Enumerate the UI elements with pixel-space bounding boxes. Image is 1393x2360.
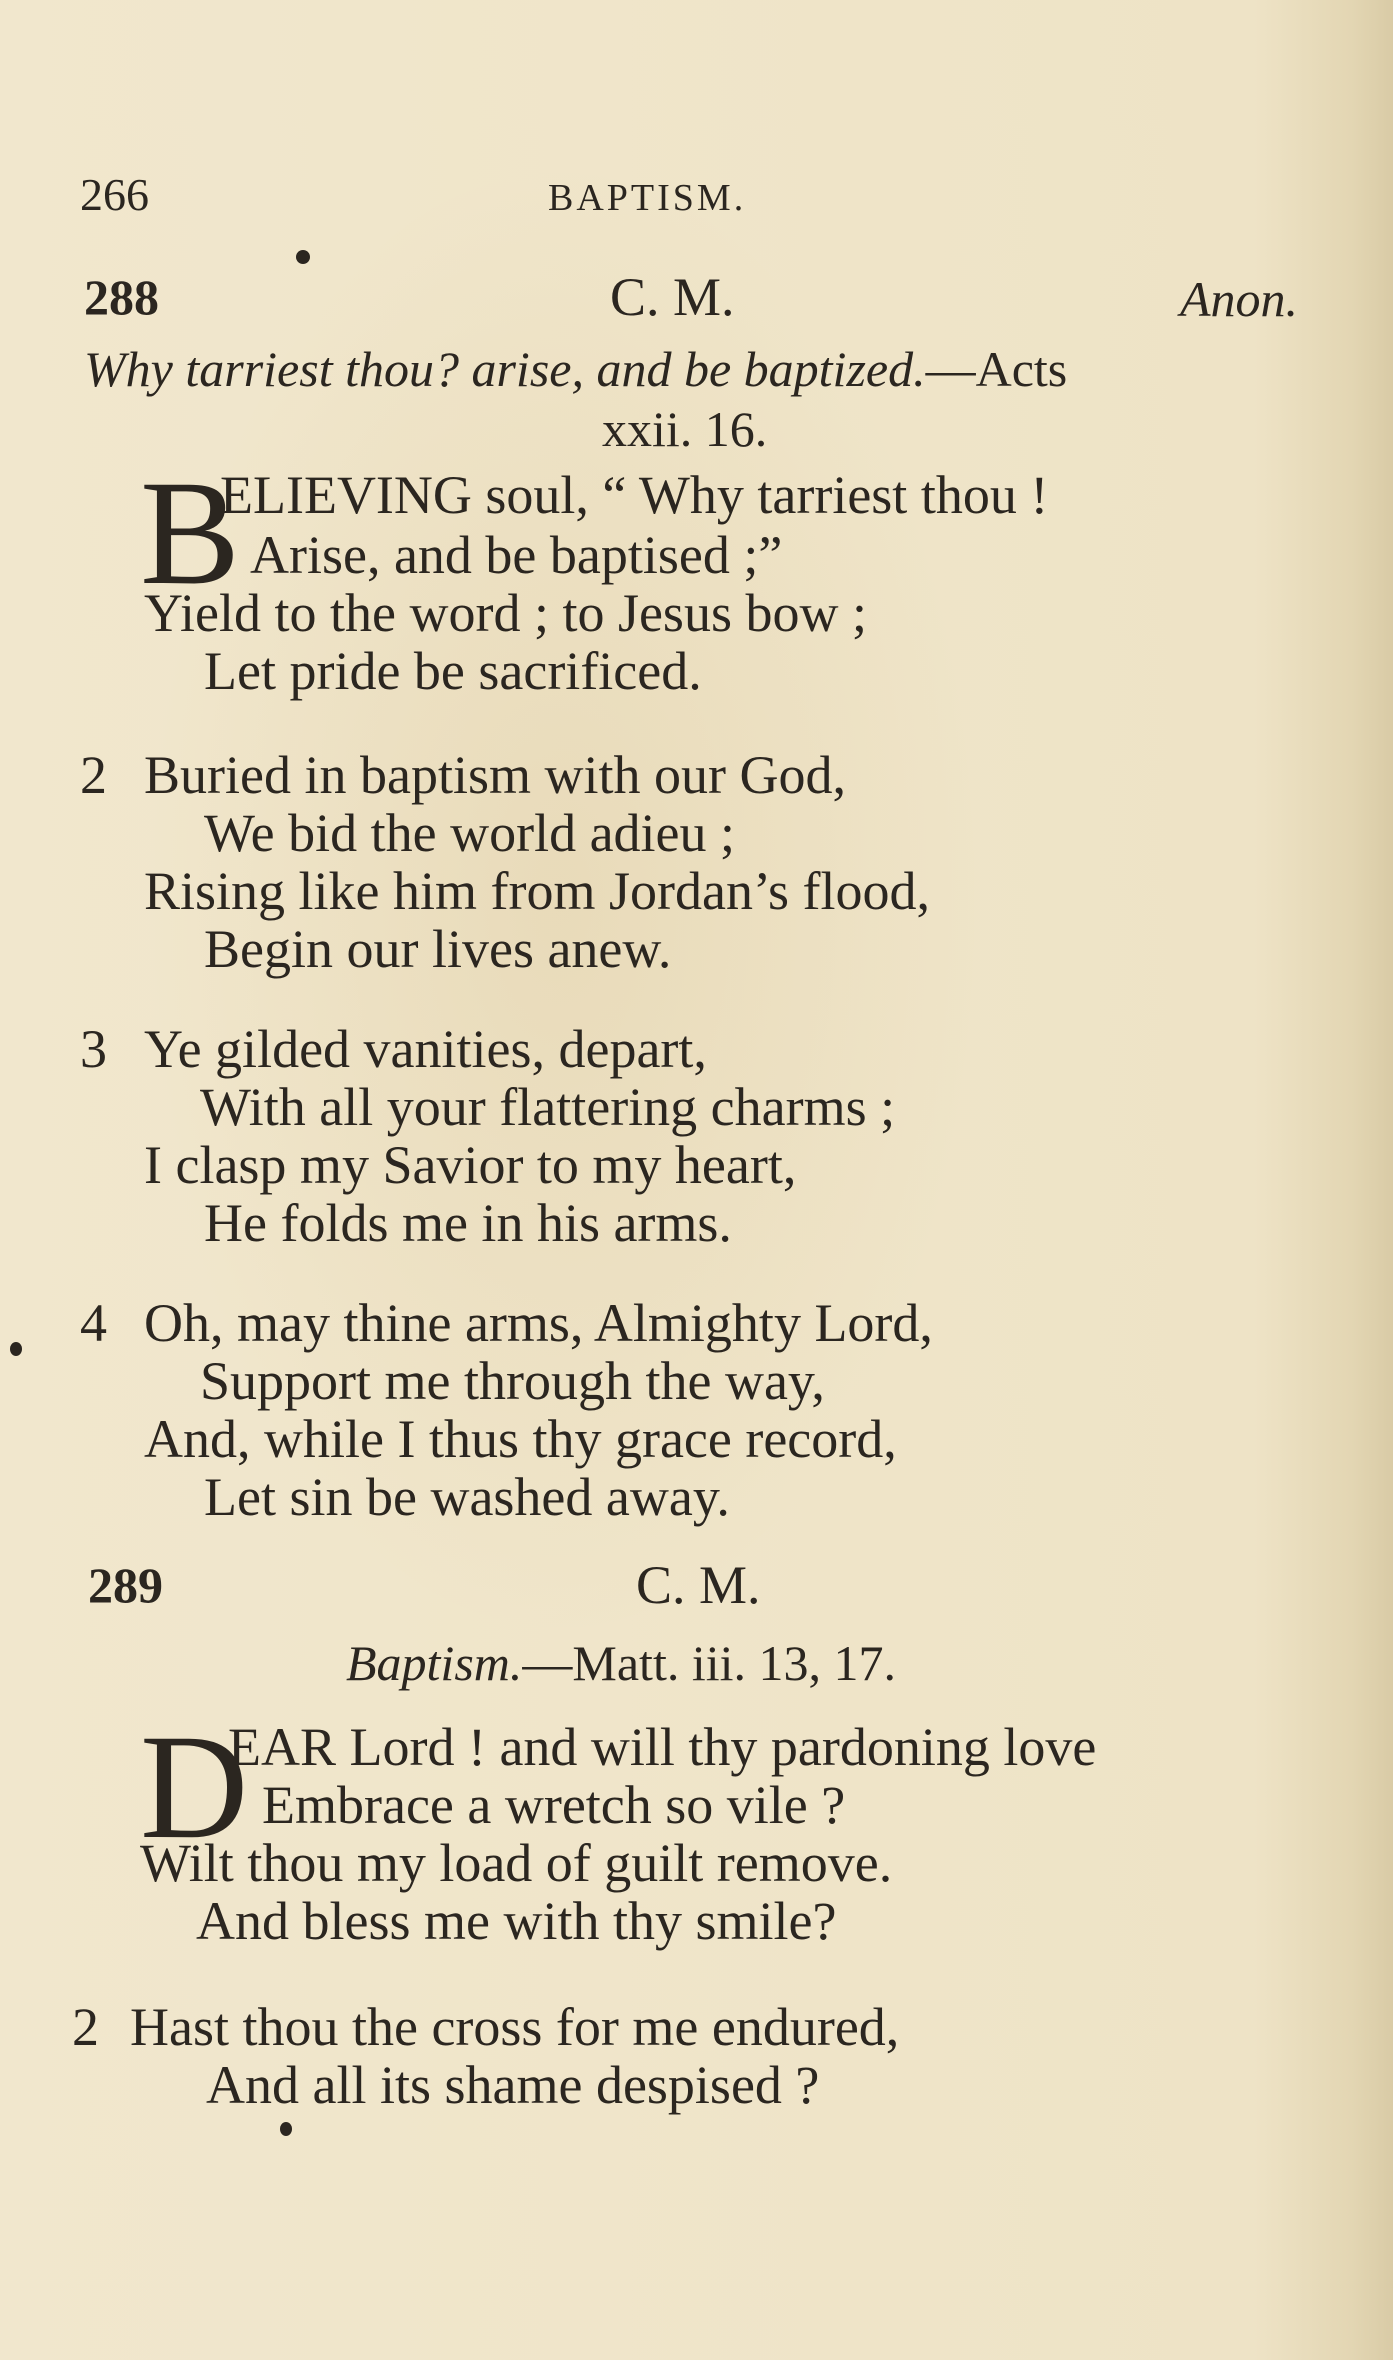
drop-cap: D <box>140 1704 249 1870</box>
verse-line: We bid the world adieu ; <box>204 803 736 863</box>
verse-line: Arise, and be baptised ;” <box>250 525 783 585</box>
verse-line: Ye gilded vanities, depart, <box>144 1019 707 1079</box>
verse-number: 3 <box>80 1019 107 1079</box>
scripture-reference: xxii. 16. <box>602 401 768 457</box>
section-title: BAPTISM. <box>548 177 747 219</box>
verse-line: And all its shame despised ? <box>206 2055 820 2115</box>
verse-line: Let sin be washed away. <box>204 1467 730 1527</box>
drop-cap: B <box>140 450 241 616</box>
verse-number: 2 <box>80 745 107 805</box>
verse-line: Yield to the word ; to Jesus bow ; <box>144 583 867 643</box>
hymn-author: Anon. <box>1180 271 1299 327</box>
scripture-dash: —Acts <box>925 341 1068 397</box>
verse-line: And, while I thus thy grace record, <box>144 1409 897 1469</box>
hymn-number: 289 <box>88 1557 163 1613</box>
verse-line: Wilt thou my load of guilt remove. <box>140 1833 893 1893</box>
verse-line: Rising like him from Jordan’s flood, <box>144 861 930 921</box>
verse-line: With all your flattering charms ; <box>200 1077 896 1137</box>
verse-number: 2 <box>72 1997 99 2057</box>
verse-line: Let pride be sacrificed. <box>204 641 702 701</box>
hymn-meter: C. M. <box>636 1555 761 1615</box>
verse-line: Buried in baptism with our God, <box>144 745 846 805</box>
verse-line: Embrace a wretch so vile ? <box>262 1775 846 1835</box>
page-number: 266 <box>80 169 149 220</box>
hymn-number: 288 <box>84 269 159 325</box>
ink-speck <box>10 1342 22 1356</box>
verse-line: Oh, may thine arms, Almighty Lord, <box>144 1293 933 1353</box>
verse-line: He folds me in his arms. <box>204 1193 732 1253</box>
verse-line: ELIEVING soul, “ Why tarriest thou ! <box>220 465 1049 525</box>
ink-speck <box>280 2122 292 2136</box>
scripture-reference: —Matt. iii. 13, 17. <box>522 1635 897 1691</box>
scripture-text: Baptism. <box>346 1635 523 1691</box>
scripture-text: Why tarriest thou? arise, and be baptized. <box>84 341 926 397</box>
verse-line: And bless me with thy smile? <box>196 1891 837 1951</box>
hymn-scripture <box>346 1634 896 1692</box>
verse-line: EAR Lord ! and will thy pardoning love <box>228 1717 1097 1777</box>
verse-line: Support me through the way, <box>200 1351 825 1411</box>
ink-speck <box>296 250 310 264</box>
hymn-meter: C. M. <box>610 267 735 327</box>
verse-line: Hast thou the cross for me endured, <box>130 1997 900 2057</box>
verse-number: 4 <box>80 1293 107 1353</box>
verse-line: I clasp my Savior to my heart, <box>144 1135 797 1195</box>
hymn-scripture <box>84 340 1067 398</box>
verse-line: Begin our lives anew. <box>204 919 672 979</box>
